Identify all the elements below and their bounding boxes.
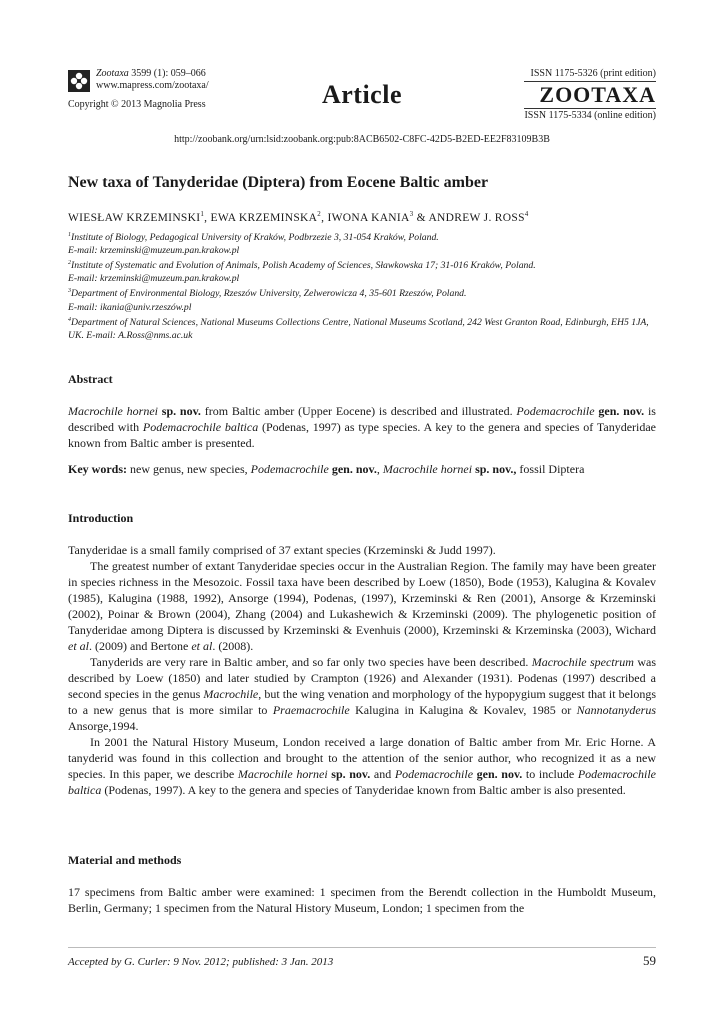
affiliation-1: $^1$Institute of Biology, Pedagogical University of Kraków, Podbrzezie 3, 31-054 Kraków, Poland.: [68, 232, 439, 244]
keywords: Key words: new genus, new species, Podemacrochile gen. nov., Macrochile hornei sp. nov., fossil Diptera: [68, 462, 585, 476]
article-label: Article: [321, 80, 402, 109]
brand-title: ZOOTAXA: [539, 82, 656, 107]
author-2: EWA KRZEMINSKA: [210, 211, 318, 224]
affiliations: [68, 229, 658, 342]
author-list: WIESŁAW KRZEMINSKI$^1$, EWA KRZEMINSKA$^2$, IWONA KANIA$^3$ & ANDREW J. ROSS$^4$: [68, 210, 529, 224]
page-number: 59: [643, 953, 656, 968]
methods-heading: Material and methods: [68, 853, 182, 867]
affiliation-3: $^3$Department of Environmental Biology, Rzeszów University, Zelwerowicza 4, 35-601 Rzeszów, Poland.: [68, 288, 467, 300]
issn-online: ISSN 1175-5334 (online edition): [524, 110, 656, 121]
abstract-heading: Abstract: [68, 372, 113, 386]
abstract-text: Macrochile hornei sp. nov. from Baltic amber (Upper Eocene) is described and illustrated. Podemacrochile gen. nov. is described with Podemacrochile baltica (Podenas, 1997) as type species. A key to the genera and species of Tanyderidae known from Baltic amber is presented.: [68, 404, 656, 450]
accepted-line: Accepted by G. Curler: 9 Nov. 2012; published: 3 Jan. 2013: [68, 956, 334, 968]
paper-title: New taxa of Tanyderidae (Diptera) from Eocene Baltic amber: [68, 174, 489, 191]
issn-block: [524, 68, 656, 122]
introduction-heading: Introduction: [68, 511, 134, 525]
journal-name: Zootaxa: [96, 68, 129, 79]
affiliation-2: $^2$Institute of Systematic and Evolution of Animals, Polish Academy of Sciences, Sławkowska 17; 31-016 Kraków, Poland.: [68, 260, 536, 272]
header-rule-2: [524, 108, 656, 109]
journal-url[interactable]: www.mapress.com/zootaxa/: [96, 80, 209, 91]
affiliation-2-email[interactable]: E-mail: krzeminski@muzeum.pan.krakow.pl: [68, 273, 240, 285]
citation-volume: 3599 (1): 059–066: [128, 68, 206, 79]
affiliation-1-email[interactable]: E-mail: krzeminski@muzeum.pan.krakow.pl: [68, 245, 240, 257]
author-4: ANDREW J. ROSS: [428, 211, 525, 224]
issn-print: ISSN 1175-5326 (print edition): [530, 68, 656, 79]
author-1: WIESŁAW KRZEMINSKI: [68, 211, 201, 224]
introduction-text: [68, 542, 656, 798]
intro-paragraph-1: Tanyderidae is a small family comprised of 37 extant species (Krzeminski & Judd 1997).: [68, 543, 496, 557]
intro-paragraph-3: Tanyderids are very rare in Baltic amber, and so far only two species have been described. Macrochile spectrum was described by Loew (1850) and later studied by Crampton (1926) and Alexander (1931). Podenas (1997) described a second species in the genus Macrochile, but the wing venation and morphology of the hypopygium suggest that it belongs to a new genus that is more similar to Praemacrochile Kalugina in Kalugina & Kovalev, 1985 or Nannotanyderus Ansorge,1994.: [68, 655, 656, 733]
copyright: Copyright © 2013 Magnolia Press: [68, 99, 206, 110]
author-3: IWONA KANIA: [327, 211, 410, 224]
intro-paragraph-4: In 2001 the Natural History Museum, London received a large donation of Baltic amber from Mr. Eric Horne. A tanyderid was found in this collection and brought to the attention of the senior author, who recognized it as a new species. In this paper, we describe Macrochile hornei sp. nov. and Podemacrochile gen. nov. to include Podemacrochile baltica (Podenas, 1997). A key to the genera and species of Tanyderidae known from Baltic amber is also presented.: [68, 735, 657, 797]
intro-paragraph-2: The greatest number of extant Tanyderidae species occur in the Australian Region. The family may have been greater in species richness in the Mesozoic. Fossil taxa have been described by Loew (1850), Bode (1953), Kalugina & Kovalev (1985), Kalugina (1988, 1992), Ansorge (1994), Podenas, (1997), Krzeminski & Ren (2001), Ansorge & Krzeminski (2002), Poinar & Brown (2004), Zhang (2004) and Lukashewich & Krzeminski (2009). The phylogenetic position of Tanyderidae among Diptera is discussed by Krzeminski & Evenhuis (2000), Krzeminski & Krzeminska (2003), Wichard et al. (2009) and Bertone et al. (2008).: [68, 559, 656, 653]
zoobank-lsid[interactable]: http://zoobank.org/urn:lsid:zoobank.org:pub:8ACB6502-C8FC-42D5-B2ED-EE2F83109B3B: [174, 134, 550, 145]
methods-text: 17 specimens from Baltic amber were examined: 1 specimen from the Berendt collection in the Humboldt Museum, Berlin, Germany; 1 specimen from the Natural History Museum, London; 1 specimen from the: [68, 885, 656, 915]
affiliation-4: $^4$Department of Natural Sciences, National Museums Collections Centre, National Museums Scotland, 242 West Granton Road, Edinburgh, EH5 1JA, UK. E-mail: A.Ross@nms.ac.uk: [68, 316, 649, 341]
affiliation-3-email[interactable]: E-mail: ikania@univ.rzeszów.pl: [68, 301, 192, 313]
footer-rule: [68, 947, 656, 948]
